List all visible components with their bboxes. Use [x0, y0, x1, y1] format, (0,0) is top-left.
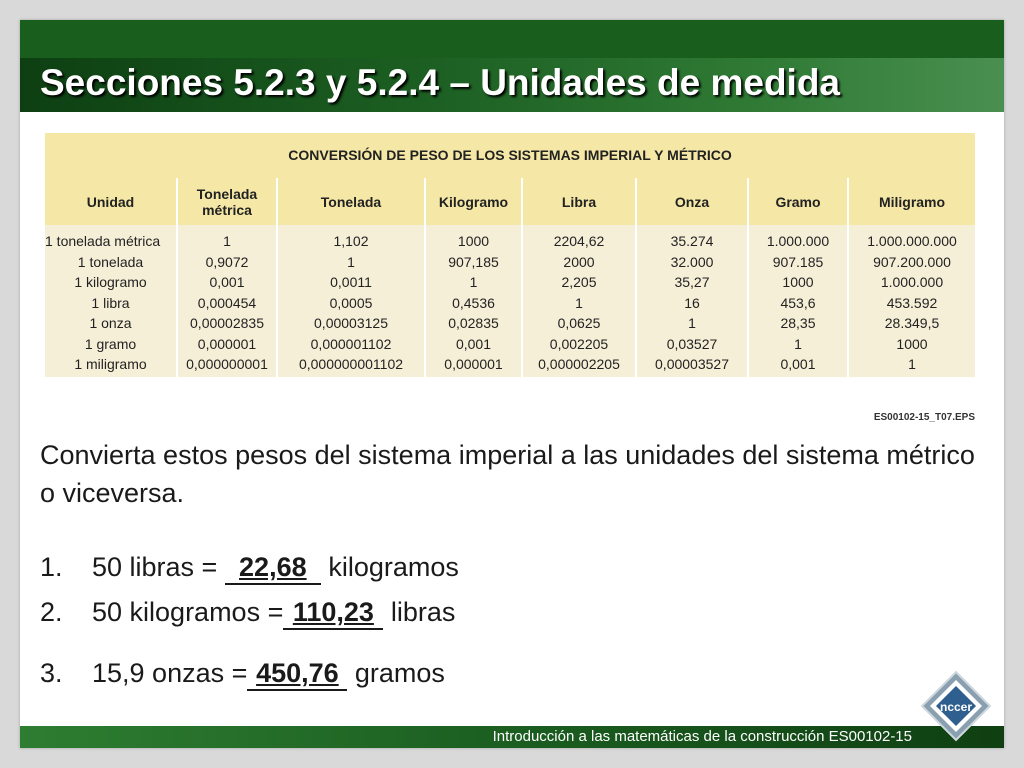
- table-caption: CONVERSIÓN DE PESO DE LOS SISTEMAS IMPERIAL Y MÉTRICO: [45, 133, 975, 178]
- table-header-cell: Onza: [636, 178, 748, 225]
- table-cell: 0,02835: [448, 315, 499, 331]
- table-cell: 1: [908, 356, 916, 372]
- table-cell: 35,27: [674, 274, 710, 290]
- table-cell: 1000: [782, 274, 814, 290]
- table-cell: 28.349,5: [884, 315, 940, 331]
- table-column: [848, 225, 975, 377]
- table-cell: 1 kilogramo: [74, 274, 147, 290]
- conversion-table-figure: [45, 133, 975, 427]
- table-cell: 0,000000001102: [298, 356, 404, 372]
- table-cell: 1 onza: [89, 315, 132, 331]
- item-text-before: 50 kilogramos =: [92, 597, 284, 627]
- table-cell: 1.000.000: [766, 233, 830, 249]
- table-cell: 0,03527: [666, 335, 718, 352]
- table-cell: 0,0625: [557, 315, 601, 331]
- answer-value: 110,23: [292, 597, 374, 627]
- table-column: [748, 225, 848, 377]
- table-cell: 0,001: [780, 356, 816, 372]
- table-cell: 0,00003527: [655, 356, 729, 372]
- table-cell: 0,001: [209, 274, 245, 290]
- table-cell: 0,0011: [330, 274, 372, 290]
- table-cell: 1 gramo: [84, 335, 137, 352]
- table-header-cell: Gramo: [748, 178, 848, 225]
- logo-text: nccer: [939, 700, 973, 714]
- table-cell: 1: [575, 294, 583, 311]
- footer-bar: [20, 726, 1004, 748]
- item-text-before: 15,9 onzas =: [92, 658, 248, 688]
- table-column: [522, 225, 636, 377]
- exercise-item-3: [40, 658, 445, 691]
- footer-text: Introducción a las matemáticas de la construcción ES00102-15: [492, 728, 912, 745]
- table-cell: 1: [469, 274, 478, 290]
- table-cell: 0,00002835: [190, 315, 264, 331]
- table-header-cell: Tonelada: [277, 178, 425, 225]
- table-header-cell: Libra: [522, 178, 636, 225]
- table-cell: 0,000001: [197, 335, 257, 352]
- table-cell: 0,4536: [452, 294, 495, 311]
- table-header-cell: Miligramo: [848, 178, 975, 225]
- table-header-row: [45, 178, 975, 225]
- table-cell: 1 libra: [91, 294, 130, 311]
- table-cell: 0,00003125: [314, 315, 388, 331]
- table-cell: 1 tonelada métrica: [45, 233, 161, 249]
- table-cell: 2,205: [561, 274, 597, 290]
- table-cell: 32.000: [670, 253, 714, 270]
- table-cell: 0,000001102: [310, 335, 392, 352]
- item-text-before: 50 libras =: [92, 552, 225, 582]
- table-cell: 0,001: [455, 335, 492, 352]
- item-number: 2.: [40, 597, 63, 627]
- slide-title: Secciones 5.2.3 y 5.2.4 – Unidades de medida: [40, 62, 840, 103]
- table-column: [277, 225, 425, 377]
- table-cell: 0,002205: [549, 335, 609, 352]
- table-column: [45, 225, 177, 377]
- answer-blank: [225, 552, 321, 585]
- figure-file-id: ES00102-15_T07.EPS: [873, 412, 975, 423]
- slide: [20, 20, 1004, 748]
- table-cell: 0,000001: [444, 356, 503, 372]
- nccer-logo: [920, 670, 992, 742]
- table-cell: 1.000.000: [880, 274, 944, 290]
- item-text-after: kilogramos: [320, 552, 459, 582]
- exercise-item-1: [40, 552, 459, 585]
- table-column: [425, 225, 522, 377]
- table-header-cell: Unidad: [45, 178, 177, 225]
- item-text-after: libras: [383, 597, 456, 627]
- table-cell: 0,000454: [197, 294, 257, 311]
- table-cell: 16: [684, 294, 700, 311]
- answer-blank: [247, 658, 347, 691]
- exercise-prompt: Convierta estos pesos del sistema imperial a las unidades del sistema métrico o viceversa.: [40, 440, 975, 508]
- table-cell: 907,185: [448, 253, 499, 270]
- answer-value: 22,68: [239, 552, 307, 582]
- item-text-after: gramos: [347, 658, 445, 688]
- table-cell: 2204,62: [553, 233, 605, 249]
- table-cell: 1.000.000.000: [867, 233, 957, 249]
- conversion-table: [45, 178, 975, 377]
- table-cell: 0,000002205: [538, 356, 620, 372]
- table-cell: 1: [688, 315, 696, 331]
- table-header-cell: Kilogramo: [425, 178, 522, 225]
- exercise-item-2: [40, 597, 455, 630]
- table-cell: 1: [794, 335, 802, 352]
- table-column: [177, 225, 277, 377]
- table-cell: 0,0005: [329, 294, 373, 311]
- item-number: 1.: [40, 552, 63, 582]
- table-cell: 0,000000001: [186, 356, 268, 372]
- table-column: [636, 225, 748, 377]
- table-cell: 1000: [457, 233, 490, 249]
- answer-blank: [283, 597, 383, 630]
- answer-value: 450,76: [256, 658, 339, 688]
- table-cell: 1 miligramo: [74, 356, 147, 372]
- table-cell: 907.200.000: [873, 253, 951, 270]
- table-cell: 35.274: [670, 233, 714, 249]
- table-cell: 1,102: [333, 233, 369, 249]
- table-header-cell: Tonelada métrica: [177, 178, 277, 225]
- table-cell: 1000: [896, 335, 928, 352]
- table-cell: 2000: [563, 253, 595, 270]
- table-body-row: [45, 225, 975, 377]
- table-cell: 907.185: [772, 253, 824, 270]
- table-cell: 0,9072: [205, 253, 249, 270]
- table-cell: 28,35: [780, 315, 816, 331]
- item-number: 3.: [40, 658, 63, 688]
- table-cell: 453,6: [780, 294, 816, 311]
- table-cell: 1 tonelada: [77, 253, 144, 270]
- table-cell: 1: [347, 253, 355, 270]
- table-cell: 453.592: [886, 294, 938, 311]
- top-bar: [20, 20, 1004, 58]
- table-cell: 1: [223, 233, 231, 249]
- title-band: [20, 58, 1004, 112]
